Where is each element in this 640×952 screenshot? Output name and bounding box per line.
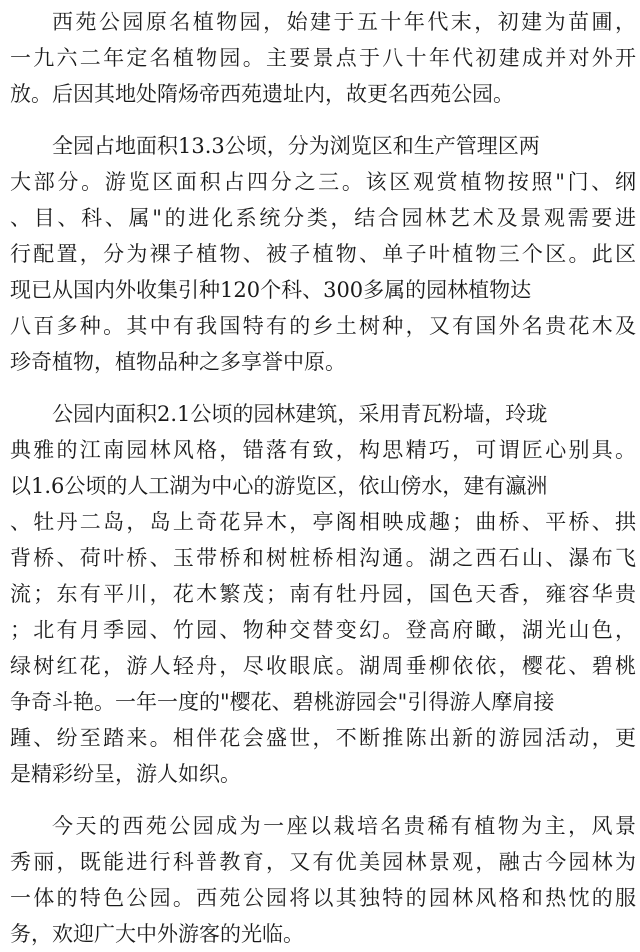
text-line: 流；东有平川，花木繁茂；南有牡丹园，国色天香，雍容华贵 [10, 582, 636, 606]
text-line: 一体的特色公园。西苑公园将以其独特的园林风格和热忱的服 [10, 886, 636, 910]
text-line: 行配置，分为裸子植物、被子植物、单子叶植物三个区。此区 [10, 242, 636, 266]
text-line: 、牡丹二岛，岛上奇花异木，亭阁相映成趣；曲桥、平桥、拱 [10, 510, 636, 534]
text-line: 秀丽，既能进行科普教育，又有优美园林景观，融古今园林为 [10, 850, 636, 874]
text-line: 背桥、荷叶桥、玉带桥和树桩桥相沟通。湖之西石山、瀑布飞 [10, 546, 636, 570]
text-line: 八百多种。其中有我国特有的乡土树种，又有国外名贵花木及 [10, 314, 636, 338]
paragraph-today [10, 808, 636, 952]
text-line: 现已从国内外收集引种120个科、300多属的园林植物达 [10, 278, 532, 302]
text-line: 放。后因其地处隋炀帝西苑遗址内，故更名西苑公园。 [10, 82, 514, 106]
text-line: 绿树红花，游人轻舟，尽收眼底。湖周垂柳依依，樱花、碧桃 [10, 654, 636, 678]
text-line: 争奇斗艳。一年一度的"樱花、碧桃游园会"引得游人摩肩接 [10, 690, 555, 714]
text-line: 、目、科、属"的进化系统分类，结合园林艺术及景观需要进 [10, 206, 636, 230]
text-line: 全园占地面积13.3公顷，分为浏览区和生产管理区两 [52, 134, 540, 158]
text-line: 今天的西苑公园成为一座以栽培名贵稀有植物为主，风景 [52, 814, 636, 838]
paragraph-spacer [10, 792, 636, 808]
text-line: ；北有月季园、竹园、物种交替变幻。登高府瞰，湖光山色， [10, 618, 636, 642]
text-line: 以1.6公顷的人工湖为中心的游览区，依山傍水，建有瀛洲 [10, 474, 548, 498]
text-line: 踵、纷至踏来。相伴花会盛世，不断推陈出新的游园活动，更 [10, 726, 636, 750]
paragraph-spacer [10, 112, 636, 128]
text-line: 务，欢迎广大中外游客的光临。 [10, 922, 304, 946]
paragraph-spacer [10, 380, 636, 396]
text-line: 珍奇植物，植物品种之多享誉中原。 [10, 350, 346, 374]
text-line: 是精彩纷呈，游人如织。 [10, 762, 241, 786]
paragraph-scenery [10, 396, 636, 792]
paragraph-area-and-plants [10, 128, 636, 380]
text-line: 一九六二年定名植物园。主要景点于八十年代初建成并对外开 [10, 46, 636, 70]
text-line: 大部分。游览区面积占四分之三。该区观赏植物按照"门、纲 [10, 170, 636, 194]
text-line: 典雅的江南园林风格，错落有致，构思精巧，可谓匠心别具。 [10, 438, 636, 462]
paragraph-history [10, 4, 636, 112]
text-line: 公园内面积2.1公顷的园林建筑，采用青瓦粉墙，玲珑 [52, 402, 548, 426]
text-line: 西苑公园原名植物园，始建于五十年代末，初建为苗圃， [52, 10, 636, 34]
